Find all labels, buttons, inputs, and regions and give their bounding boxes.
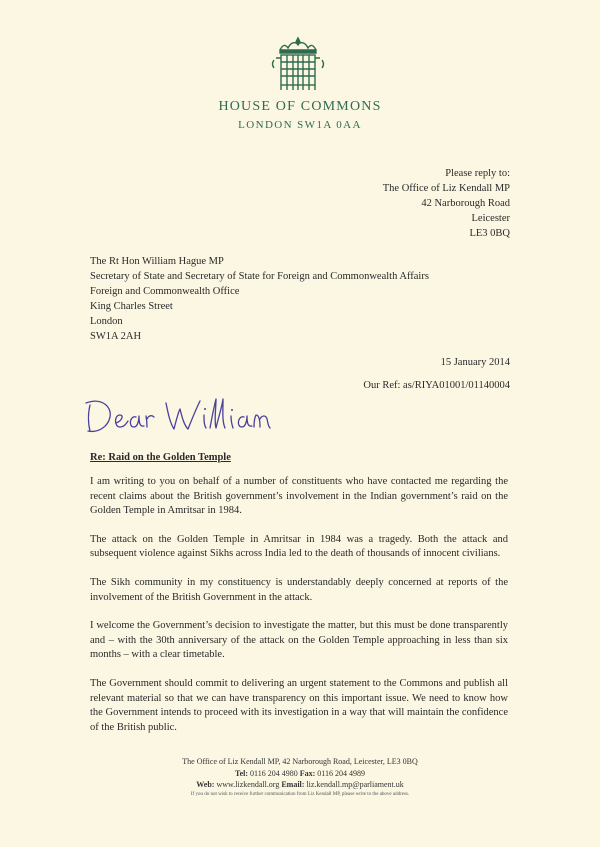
handwritten-salutation [82, 393, 282, 441]
footer-note: If you do not wish to receive further communication from Liz Kendall MP, please write to the above address. [190, 791, 410, 797]
footer-web-line [0, 779, 600, 791]
body-paragraph: The Sikh community in my constituency is understandably deeply concerned at reports of the involvement of the British Government in the attack. [90, 576, 508, 603]
web-address: www.lizkendall.org [216, 780, 280, 789]
footer-address: The Office of Liz Kendall MP, 42 Narborough Road, Leicester, LE3 0BQ [182, 757, 418, 766]
body-paragraph: The Government should commit to delivering an urgent statement to the Commons and publish all relevant material so that we can have transparency on this important issue. We need to know how the Government intends to proceed with its investigation in a way that will maintain the confidence of the British public. [90, 677, 508, 733]
reference-number: Our Ref: as/RIYA01001/01140004 [363, 380, 510, 391]
letter-footer [0, 756, 600, 799]
reply-to-line: The Office of Liz Kendall MP [382, 183, 510, 194]
tel-label: Tel: [234, 768, 249, 778]
letter-body [90, 475, 508, 749]
recipient-address [90, 254, 429, 344]
reply-to-block [383, 166, 510, 241]
email-label: Email: [281, 780, 305, 789]
reply-to-line: LE3 0BQ [469, 228, 510, 239]
footer-phone-line [0, 768, 600, 780]
letterhead-title: HOUSE OF COMMONS [218, 99, 382, 114]
web-label: Web: [196, 780, 215, 789]
recipient-line: King Charles Street [90, 301, 173, 312]
recipient-line: SW1A 2AH [90, 331, 142, 342]
letter-subject: Re: Raid on the Golden Temple [90, 452, 231, 463]
recipient-line: Secretary of State and Secretary of State for Foreign and Commonwealth Affairs [90, 271, 429, 282]
email-address: liz.kendall.mp@parliament.uk [306, 780, 404, 789]
reply-to-line: 42 Narborough Road [421, 198, 510, 209]
portcullis-crest-icon [270, 36, 326, 94]
fax-label: Fax: [299, 768, 316, 778]
fax-number: 0116 204 4989 [317, 768, 365, 778]
tel-number: 0116 204 4980 [250, 768, 298, 778]
letter-date: 15 January 2014 [440, 357, 510, 368]
letterhead-subtitle: LONDON SW1A 0AA [238, 119, 362, 131]
body-paragraph: I welcome the Government’s decision to investigate the matter, but this must be done transparently and – with the 30th anniversary of the attack on the Golden Temple approaching in less than six months – with a clear timetable. [90, 620, 508, 661]
recipient-line: The Rt Hon William Hague MP [90, 256, 224, 267]
reply-to-heading: Please reply to: [445, 168, 510, 179]
body-paragraph: The attack on the Golden Temple in Amritsar in 1984 was a tragedy. Both the attack and subsequent violence against Sikhs across India led to the death of thousands of innocent civilians. [90, 533, 508, 560]
recipient-line: Foreign and Commonwealth Office [90, 286, 240, 297]
body-paragraph: I am writing to you on behalf of a number of constituents who have contacted me regarding the recent claims about the British government’s involvement in the Indian government’s raid on the Golden Temple in Amritsar in 1984. [90, 476, 508, 517]
recipient-line: London [90, 316, 123, 327]
reply-to-line: Leicester [471, 213, 510, 224]
